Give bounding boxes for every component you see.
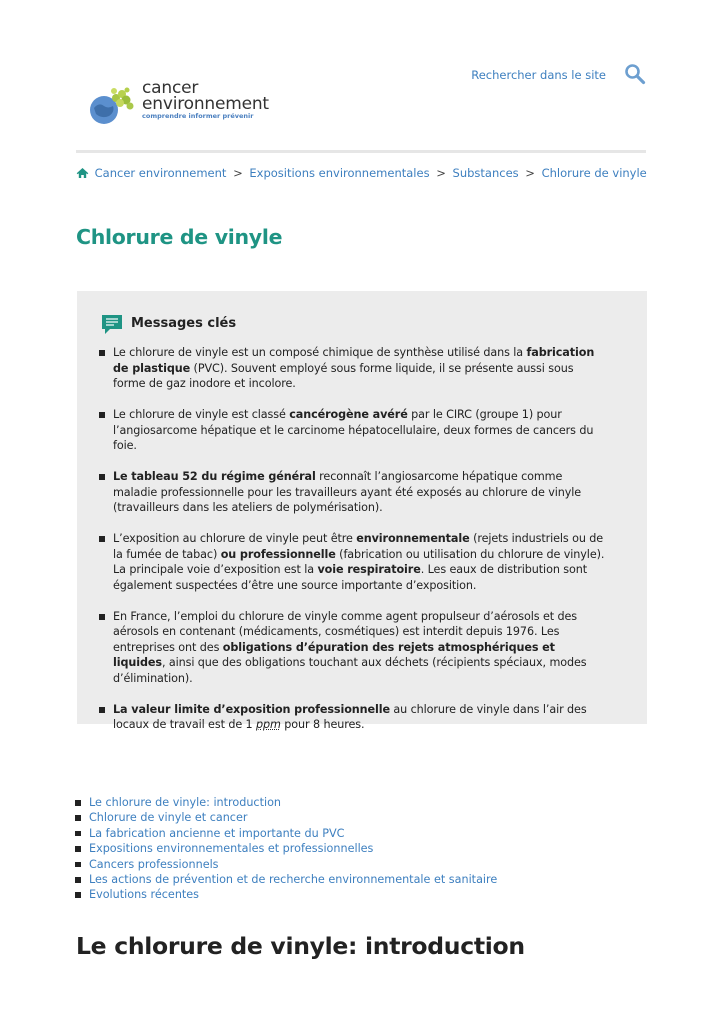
header-divider xyxy=(76,150,646,153)
key-messages-box xyxy=(77,291,647,731)
logo-wordmark xyxy=(142,80,269,112)
key-message-text: , ainsi que des obligations touchant aux déchets (récipients spéciaux, modes d’élimination). xyxy=(113,656,587,685)
toc-item xyxy=(74,887,497,902)
key-message-highlight: La valeur limite d’exposition professionnelle xyxy=(113,702,390,716)
key-message-text: Le chlorure de vinyle est classé xyxy=(113,408,290,421)
key-message-highlight: Le tableau 52 du régime général xyxy=(113,470,316,483)
key-message-highlight: cancérogène avéré xyxy=(289,408,408,421)
key-message-text: L’exposition au chlorure de vinyle peut être xyxy=(113,532,357,545)
section-title: Le chlorure de vinyle: introduction xyxy=(76,932,525,960)
breadcrumb-item-expositions[interactable]: Expositions environnementales xyxy=(249,166,430,180)
toc-link-cancer[interactable]: Chlorure de vinyle et cancer xyxy=(89,811,248,825)
key-message-text: reconnaît l’angiosarcome hépatique comme maladie professionnelle pour les travailleurs ayant été exposés au chlorure de vinyle (travailleurs dans les ateliers de polymérisation). xyxy=(113,470,582,514)
toc-link-introduction[interactable]: Le chlorure de vinyle: introduction xyxy=(89,796,282,809)
breadcrumb-item-current[interactable]: Chlorure de vinyle xyxy=(541,166,647,180)
key-message-text: pour 8 heures. xyxy=(280,718,365,731)
key-message-highlight: obligations d’épuration des rejets atmosphériques et liquides xyxy=(113,640,555,669)
toc-link-cancers-professionnels[interactable]: Cancers professionnels xyxy=(89,857,219,871)
key-message-item xyxy=(97,702,609,733)
logo-tagline: comprendre informer prévenir xyxy=(142,112,254,120)
key-message-text: (fabrication ou utilisation du chlorure de vinyle). La principale voie d’exposition est la xyxy=(113,547,605,576)
breadcrumb xyxy=(76,166,647,180)
toc-link-expositions[interactable]: Expositions environnementales et professionnelles xyxy=(89,842,374,856)
breadcrumb-item-substances[interactable]: Substances xyxy=(452,166,519,180)
key-message-item xyxy=(97,407,609,454)
key-message-text: En France, l’emploi du chlorure de vinyle comme agent propulseur d’aérosols et des aérosols en contenant (médicaments, cosmétiques) est interdit depuis 1976. Les entreprises ont des xyxy=(113,609,578,654)
toc-item xyxy=(74,872,497,887)
toc-item xyxy=(74,810,497,825)
breadcrumb-item-home[interactable]: Cancer environnement xyxy=(94,166,227,180)
home-icon[interactable] xyxy=(76,167,89,179)
ppm-abbreviation[interactable]: ppm xyxy=(256,718,281,731)
page-title: Chlorure de vinyle xyxy=(76,225,283,249)
key-message-text: (rejets industriels ou de la fumée de tabac) xyxy=(113,532,604,561)
breadcrumb-separator: > xyxy=(525,166,535,180)
search-link[interactable]: Rechercher dans le site xyxy=(471,68,606,82)
table-of-contents xyxy=(74,795,497,903)
key-message-text: . Les eaux de distribution sont également suspectées d’être une source importante d’exposition. xyxy=(113,563,588,592)
key-message-highlight: voie respiratoire xyxy=(317,563,421,576)
key-message-text: par le CIRC (groupe 1) pour l’angiosarcome hépatique et le carcinome hépatocellulaire, deux formes de cancers du foie. xyxy=(113,408,594,452)
globe-leaf-icon xyxy=(86,86,140,126)
key-message-highlight: fabrication de plastique xyxy=(113,346,595,375)
breadcrumb-separator: > xyxy=(436,166,446,180)
search-icon[interactable] xyxy=(624,63,646,85)
key-message-text: au chlorure de vinyle dans l’air des locaux de travail est de 1 xyxy=(113,702,587,731)
logo-line-2: environnement xyxy=(142,94,269,114)
key-message-item xyxy=(97,531,609,593)
key-message-item xyxy=(97,609,609,687)
key-messages-title: Messages clés xyxy=(131,316,237,331)
toc-item xyxy=(74,795,497,810)
speech-bubble-icon xyxy=(101,314,123,336)
key-message-item xyxy=(97,345,609,392)
toc-link-actions-prevention[interactable]: Les actions de prévention et de recherche environnementale et sanitaire xyxy=(89,873,498,887)
key-message-text: Le chlorure de vinyle est un composé chimique de synthèse utilisé dans la xyxy=(113,346,527,359)
toc-link-pvc[interactable]: La fabrication ancienne et importante du PVC xyxy=(89,826,345,840)
site-logo[interactable] xyxy=(86,74,269,124)
toc-item xyxy=(74,857,497,872)
key-message-highlight: environnementale xyxy=(356,532,470,545)
key-messages-list xyxy=(97,345,609,748)
breadcrumb-separator: > xyxy=(233,166,243,180)
key-message-highlight: ou professionnelle xyxy=(220,547,336,561)
toc-item xyxy=(74,826,497,841)
toc-item xyxy=(74,841,497,856)
logo-line-1: cancer xyxy=(142,78,199,98)
key-message-text: (PVC). Souvent employé sous forme liquide, il se présente aussi sous forme de gaz inodore et incolore. xyxy=(113,361,574,390)
toc-link-evolutions[interactable]: Evolutions récentes xyxy=(89,888,200,902)
key-message-item xyxy=(97,469,609,516)
